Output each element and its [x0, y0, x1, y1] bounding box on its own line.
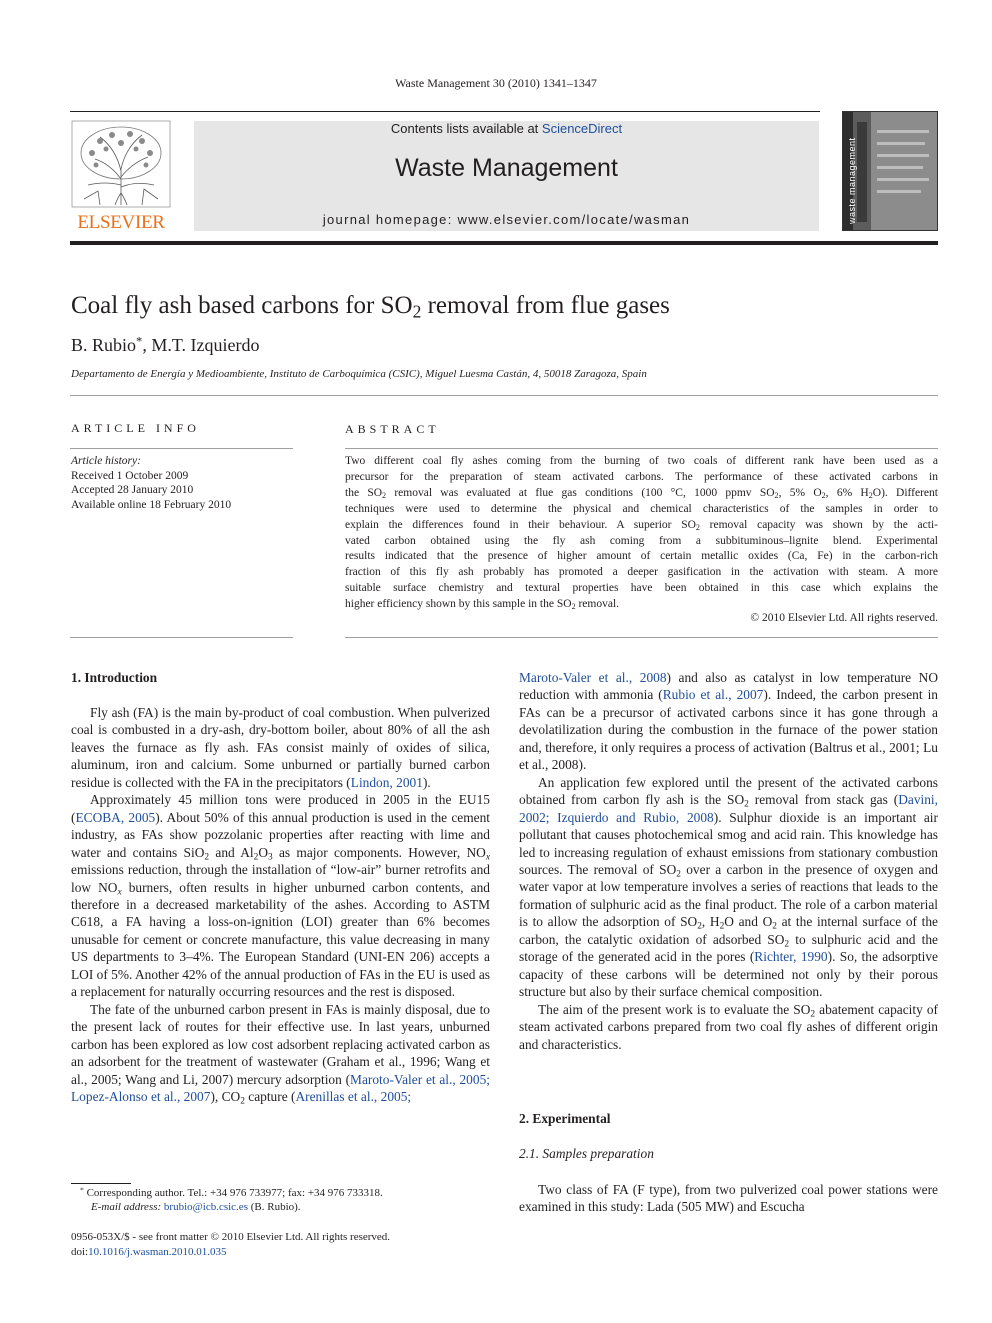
cover-title: waste management: [847, 137, 857, 224]
header-thick-rule: [70, 241, 938, 245]
citation-link[interactable]: Richter, 1990: [754, 949, 828, 965]
corresponding-mark[interactable]: *: [136, 334, 143, 349]
affiliation: Departamento de Energía y Medioambiente, Instituto de Carboquímica (CSIC), Miguel Luesma Castán, 4, 50018 Zaragoza, Spain: [71, 368, 647, 380]
divider: [70, 448, 293, 449]
homepage-url[interactable]: www.elsevier.com/locate/wasman: [457, 212, 691, 227]
cover-art-icon: [843, 112, 938, 231]
paragraph: The aim of the present work is to evaluate the $SO_2$ abatement capacity of steam activated carbons prepared from two coal fly ashes of different origin and characteristics.: [519, 1001, 938, 1052]
issn-line: 0956-053X/$ - see front matter © 2010 Elsevier Ltd. All rights reserved.: [71, 1231, 391, 1243]
citation-link[interactable]: Maroto-Valer et al., 2005;: [350, 1071, 490, 1087]
journal-cover-image: [842, 111, 938, 231]
article-history: [71, 454, 231, 513]
paragraph: Fly ash (FA) is the main by-product of coal combustion. When pulverized coal is combusted in a dry-ash, dry-bottom boiler, about 80% of all the ash leaves the furnace as fly ash. FAs consist mainly of oxides of silica, aluminum, iron and calcium. Some unburned or partially burned carbon residue is collected with the FA in the precipitators (Lindon, 2001).: [71, 705, 490, 790]
paragraph: The fate of the unburned carbon present in FAs is mainly disposal, due to the present lack of routes for their effective use. In last years, unburned carbon has been explored as low cost adsorbent replacing activated carbon as an adsorbent for the treatment of wastewater (Graham et al., 1996; Wang et al., 2005; Wang and Li, 2007) mercury adsorption (Maroto-Valer et al., 2005; Lopez-Alonso et al., 2007), $CO_2$ capture (Arenillas et al., 2005;: [71, 1001, 490, 1107]
citation-link[interactable]: ECOBA, 2005: [75, 809, 156, 825]
accepted-date: Accepted 28 January 2010: [71, 484, 194, 497]
body-column-right: [519, 669, 938, 1053]
divider: [70, 395, 938, 396]
contents-line: [194, 121, 819, 136]
copyright-notice: © 2010 Elsevier Ltd. All rights reserved.: [750, 612, 938, 624]
author-name[interactable]: M.T. Izquierdo: [151, 335, 260, 355]
citation-link[interactable]: Lindon, 2001: [350, 774, 423, 790]
citation-link[interactable]: Arenillas et al., 2005;: [295, 1088, 412, 1104]
author-name[interactable]: B. Rubio: [71, 335, 137, 355]
citation-link[interactable]: Lopez-Alonso et al., 2007: [71, 1088, 211, 1104]
body-column-left: [71, 704, 490, 1105]
contents-prefix: Contents lists available at: [390, 121, 542, 136]
footnote-mark: *: [80, 1185, 84, 1195]
footnote-rule: [71, 1183, 131, 1184]
journal-reference: Waste Management 30 (2010) 1341–1347: [395, 76, 597, 90]
email-link[interactable]: brubio@icb.csic.es: [163, 1201, 248, 1213]
paragraph: Approximately 45 million tons were produced in 2005 in the EU15 (ECOBA, 2005). About 50% of this annual production is used in the cement industry, as FAs show pozzolanic properties after reacting with lime and water and contains SiO$_2$ and $Al_2O_3$ as major components. However, $NO_x$ emissions reduction, through the installation of “low-air” burner retrofits and low $NO_x$ burners, often results in higher unburned carbon contents, and therefore in a decreased marketability of the ashes. According to ASTM C618, a FA having a loss-on-ignition (LOI) greater than 6% becomes unusable for cement or concrete manufacture, this value decreasing in many US departments to 3–4%. The European Standard (UNI-EN 206) accepts a LOI of 5%. Another 42% of the annual production of FAs in the EU is used as a replacement for naturally occurring resources and the rest is disposed.: [71, 792, 490, 1000]
section-heading-experimental: 2. Experimental: [519, 1111, 611, 1126]
abstract-body: Two different coal fly ashes coming from the burning of two coals of different rank have been used as a precursor for the preparation of steam activated carbons. The performance of these activated carbons in the $SO_2$ removal was evaluated at flue gas conditions (100 °C, 1000 ppmv $SO_2$, 5% $O_2$, 6% $H_2O$). Different techniques were used to determine the physical and chemical characteristics of the samples in order to explain the differences found in their behaviour. A superior $SO_2$ removal capacity was shown by the acti- vated carbon obtained using the fly ash coming from a subbituminous–lignite blend. Experimental results indicated that the presence of higher amount of certain metallic oxides (Ca, Fe) in the carbon-rich fraction of this fly ash probably has promoted a deeper gasification in the activation with steam. A more suitable surface chemistry and textural properties have been obtained in this case which explains the higher efficiency shown by this sample in the $SO_2$ removal.: [345, 455, 938, 612]
doi-link[interactable]: 10.1016/j.wasman.2010.01.035: [88, 1245, 227, 1258]
paragraph: An application few explored until the present of the activated carbons obtained from carbon fly ash is the $SO_2$ removal from stack gas (Davini, 2002; Izquierdo and Rubio, 2008). Sulphur dioxide is an important air pollutant that causes photochemical smog and acid rain. This knowledge has led to increasing regulation of exhaust emissions from stationary combustion sources. The removal of $SO_2$ over a carbon in the presence of oxygen and water vapor at low temperature involves a series of reactions that leads to the formation of sulphuric acid as the final product. The role of a carbon material is to allow the adsorption of $SO_2$, $H_2O$ and $O_2$ at the internal surface of the carbon, the catalytic oxidation of adsorbed $SO_2$ to sulphuric acid and the storage of the generated acid in the pores (Richter, 1990). So, the adsorptive capacity of these carbons will be determined not only by their porous structure but also by their surface chemical composition.: [519, 774, 939, 1000]
header-rule: [70, 111, 820, 112]
abstract-heading: ABSTRACT: [345, 422, 440, 436]
divider: [345, 448, 938, 449]
footnote: * Corresponding author. Tel.: +34 976 733977; fax: +34 976 733318. E-mail address: brubio@icb.csic.es (B. Rubio).: [80, 1185, 383, 1213]
journal-homepage: [194, 212, 819, 227]
author-list: B. Rubio*, M.T. Izquierdo: [71, 334, 260, 355]
divider: [70, 637, 293, 638]
issn-doi-block: [71, 1230, 390, 1259]
section-heading-introduction: 1. Introduction: [71, 670, 158, 685]
citation-link[interactable]: Maroto-Valer et al., 2008: [519, 670, 667, 685]
received-date: Received 1 October 2009: [71, 469, 189, 482]
citation-link[interactable]: Davini, 2002; Izquierdo and Rubio, 2008: [519, 792, 938, 825]
homepage-prefix: journal homepage:: [322, 212, 458, 227]
sciencedirect-link[interactable]: ScienceDirect: [541, 121, 623, 136]
body-column-right-continued: [519, 1181, 938, 1216]
history-label: Article history:: [71, 455, 141, 467]
online-date: Available online 18 February 2010: [71, 499, 232, 512]
elsevier-wordmark: ELSEVIER: [77, 212, 165, 233]
citation-link[interactable]: Rubio et al., 2007: [662, 687, 764, 703]
doi-line: doi:10.1016/j.wasman.2010.01.035: [71, 1245, 227, 1258]
paragraph: Two class of FA (F type), from two pulverized coal power stations were examined in this study: Lada (505 MW) and Escucha: [519, 1182, 938, 1215]
article-title: Coal fly ash based carbons for $SO_2$ removal from flue gases: [71, 292, 670, 322]
article-info-heading: ARTICLE INFO: [71, 421, 200, 435]
journal-title: Waste Management: [395, 154, 618, 182]
paragraph: Maroto-Valer et al., 2008) and also as catalyst in low temperature NO reduction with ammonia (Rubio et al., 2007). Indeed, the carbon present in FAs can be a precursor of activated carbons since it has gone through a devolatilization during the combustion in the furnace of the power station and, therefore, it only requires a process of activation (Baltrus et al., 2001; Lu et al., 2008).: [519, 670, 939, 773]
subsection-heading-samples: 2.1. Samples preparation: [519, 1146, 654, 1161]
divider: [345, 637, 938, 638]
